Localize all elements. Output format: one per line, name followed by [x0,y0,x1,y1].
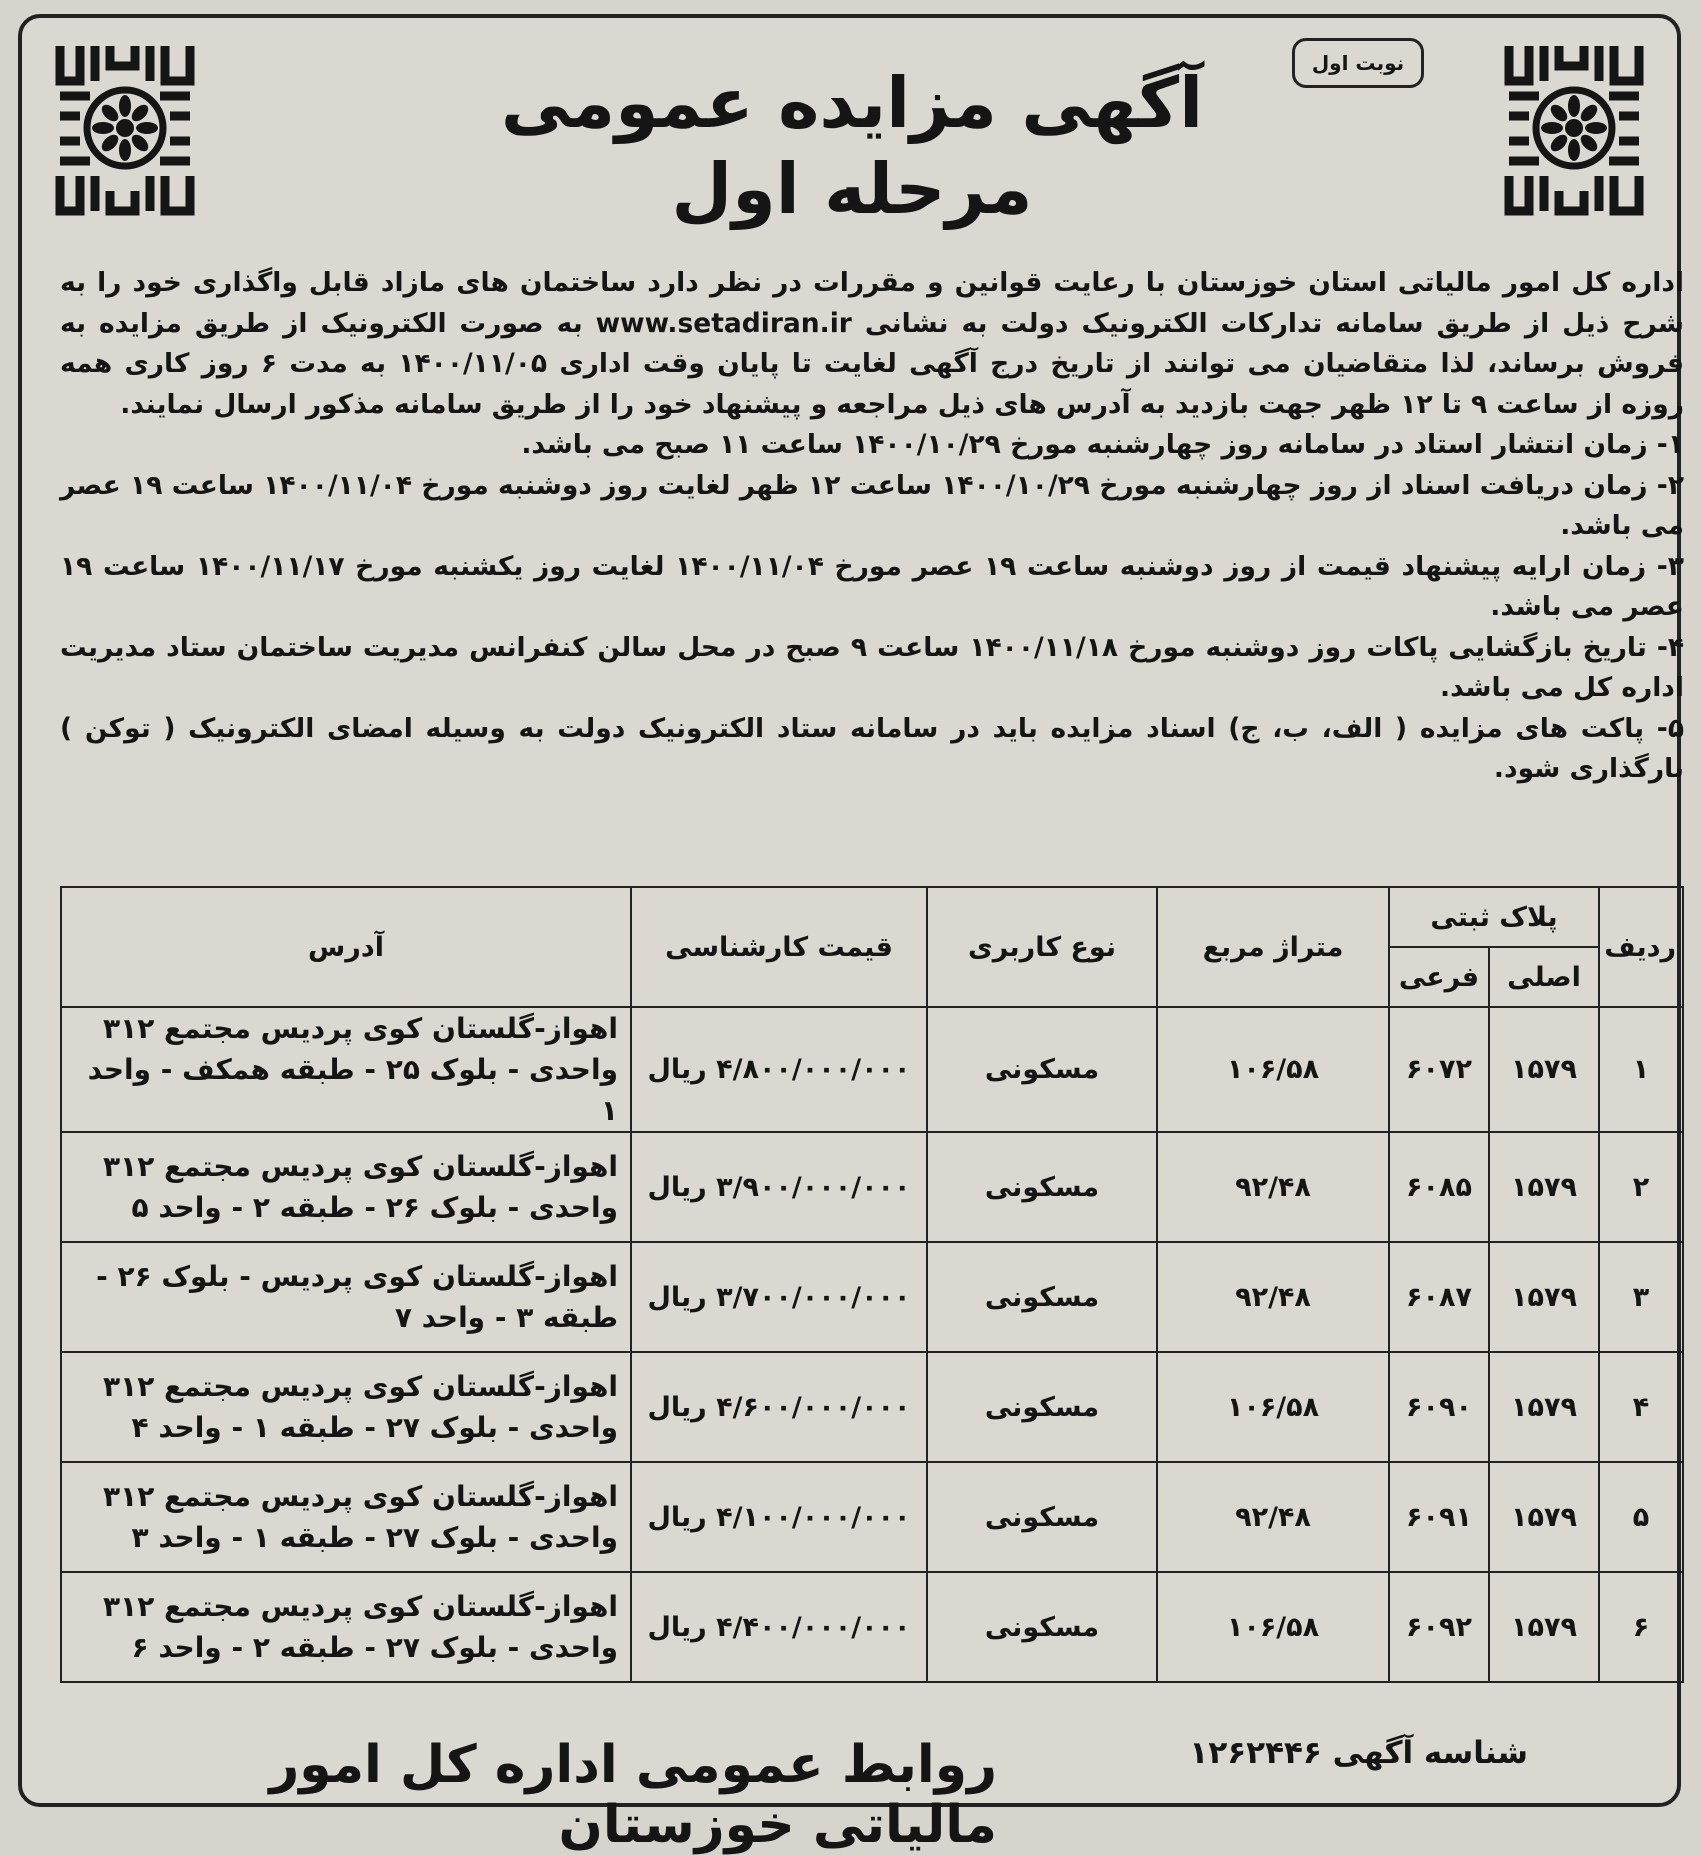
table-row [61,1462,1683,1572]
announcement-page [18,14,1685,1855]
cell-main: ۱۵۷۹ [1489,1242,1599,1352]
condition-item: ۵- پاکت های مزایده ( الف، ب، ج) اسناد مزایده باید در سامانه ستاد الکترونیک دولت به وسیله امضای الکترونیک ( توکن ) بارگذاری شود. [60,712,1684,784]
cell-price: ۴/۱۰۰/۰۰۰/۰۰۰ ریال [631,1462,927,1572]
page-title: آگهی مزایده عمومی [500,62,1204,144]
header-plate: پلاک ثبتی [1389,887,1599,947]
ad-code: شناسه آگهی ۱۲۶۲۴۴۶ [1189,1735,1528,1771]
intro-paragraph: اداره کل امور مالیاتی استان خوزستان با رعایت قوانین و مقررات در نظر دارد ساختمان های مازاد قابل واگذاری خود را به شرح ذیل از طریق سامانه تدارکات الکترونیک دولت به نشانی www.setadiran.ir به صورت الکترونیک از طریق مزایده به فروش برساند، لذا متقاضیان می توانند از تاریخ درج آگهی لغایت تا پایان وقت اداری ۱۴۰۰/۱۱/۰۵ به مدت ۶ روز کاری همه روزه از ساعت ۹ تا ۱۲ ظهر جهت بازدید به آدرس های ذیل مراجعه و پیشنهاد خود را از طریق سامانه مذکور ارسال نمایند. [60,267,1684,420]
cell-address: اهواز-گلستان کوی پردیس - بلوک ۲۶ - طبقه ۳ - واحد ۷ [61,1242,631,1352]
cell-price: ۳/۹۰۰/۰۰۰/۰۰۰ ریال [631,1132,927,1242]
cell-row: ۱ [1599,1007,1683,1132]
cell-area: ۱۰۶/۵۸ [1157,1572,1389,1682]
condition-item: ۳- زمان ارایه پیشنهاد قیمت از روز دوشنبه ساعت ۱۹ عصر مورخ ۱۴۰۰/۱۱/۰۴ لغایت روز یکشنبه مورخ ۱۴۰۰/۱۱/۱۷ ساعت ۱۹ عصر می باشد. [60,550,1684,622]
cell-sub: ۶۰۹۱ [1389,1462,1489,1572]
cell-sub: ۶۰۹۲ [1389,1572,1489,1682]
table-row [61,1572,1683,1682]
cell-sub: ۶۰۹۰ [1389,1352,1489,1462]
cell-main: ۱۵۷۹ [1489,1007,1599,1132]
cell-main: ۱۵۷۹ [1489,1132,1599,1242]
edition-badge: نوبت اول [1292,38,1424,88]
cell-main: ۱۵۷۹ [1489,1462,1599,1572]
organization-signature: روابط عمومی اداره کل امور مالیاتی خوزستان [269,1735,997,1855]
condition-item: ۲- زمان دریافت اسناد از روز چهارشنبه مورخ ۱۴۰۰/۱۰/۲۹ ساعت ۱۲ ظهر لغایت روز دوشنبه مورخ ۱۴۰۰/۱۱/۰۴ ساعت ۱۹ عصر می باشد. [60,469,1684,541]
cell-address: اهواز-گلستان کوی پردیس مجتمع ۳۱۲ واحدی - بلوک ۲۷ - طبقه ۱ - واحد ۳ [61,1462,631,1572]
cell-usage: مسکونی [927,1242,1157,1352]
table-row [61,1242,1683,1352]
table-row [61,1132,1683,1242]
cell-row: ۲ [1599,1132,1683,1242]
cell-address: اهواز-گلستان کوی پردیس مجتمع ۳۱۲ واحدی - بلوک ۲۷ - طبقه ۱ - واحد ۴ [61,1352,631,1462]
header-row-number: ردیف [1599,887,1683,1007]
emblem-right-icon [1499,36,1649,221]
cell-area: ۹۲/۴۸ [1157,1242,1389,1352]
header-usage: نوع کاربری [927,887,1157,1007]
cell-address: اهواز-گلستان کوی پردیس مجتمع ۳۱۲ واحدی - بلوک ۲۵ - طبقه همکف - واحد ۱ [61,1007,631,1132]
announcement-body [60,263,1684,790]
cell-main: ۱۵۷۹ [1489,1572,1599,1682]
cell-row: ۴ [1599,1352,1683,1462]
cell-address: اهواز-گلستان کوی پردیس مجتمع ۳۱۲ واحدی - بلوک ۲۷ - طبقه ۲ - واحد ۶ [61,1572,631,1682]
header-area: متراژ مربع [1157,887,1389,1007]
cell-main: ۱۵۷۹ [1489,1352,1599,1462]
cell-row: ۵ [1599,1462,1683,1572]
header-plate-main: اصلی [1489,947,1599,1007]
properties-table-wrapper [60,886,1682,1683]
properties-table [60,886,1684,1683]
condition-item: ۱- زمان انتشار استاد در سامانه روز چهارشنبه مورخ ۱۴۰۰/۱۰/۲۹ ساعت ۱۱ صبح می باشد. [521,429,1684,460]
header-address: آدرس [61,887,631,1007]
cell-sub: ۶۰۷۲ [1389,1007,1489,1132]
cell-price: ۴/۴۰۰/۰۰۰/۰۰۰ ریال [631,1572,927,1682]
cell-row: ۳ [1599,1242,1683,1352]
cell-usage: مسکونی [927,1007,1157,1132]
cell-area: ۱۰۶/۵۸ [1157,1352,1389,1462]
cell-sub: ۶۰۸۷ [1389,1242,1489,1352]
cell-sub: ۶۰۸۵ [1389,1132,1489,1242]
table-row [61,1352,1683,1462]
cell-price: ۴/۸۰۰/۰۰۰/۰۰۰ ریال [631,1007,927,1132]
page-subtitle: مرحله اول [671,148,1033,230]
cell-usage: مسکونی [927,1572,1157,1682]
cell-usage: مسکونی [927,1132,1157,1242]
cell-row: ۶ [1599,1572,1683,1682]
cell-address: اهواز-گلستان کوی پردیس مجتمع ۳۱۲ واحدی - بلوک ۲۶ - طبقه ۲ - واحد ۵ [61,1132,631,1242]
emblem-left-icon [50,36,200,221]
condition-item: ۴- تاریخ بازگشایی پاکات روز دوشنبه مورخ ۱۴۰۰/۱۱/۱۸ ساعت ۹ صبح در محل سالن کنفرانس مدیریت ساختمان ستاد مدیریت اداره کل می باشد. [60,631,1685,703]
cell-area: ۱۰۶/۵۸ [1157,1007,1389,1132]
cell-area: ۹۲/۴۸ [1157,1132,1389,1242]
table-row [61,1007,1683,1132]
cell-price: ۳/۷۰۰/۰۰۰/۰۰۰ ریال [631,1242,927,1352]
cell-usage: مسکونی [927,1352,1157,1462]
cell-area: ۹۲/۴۸ [1157,1462,1389,1572]
header-price: قیمت کارشناسی [631,887,927,1007]
header-plate-sub: فرعی [1389,947,1489,1007]
cell-price: ۴/۶۰۰/۰۰۰/۰۰۰ ریال [631,1352,927,1462]
cell-usage: مسکونی [927,1462,1157,1572]
